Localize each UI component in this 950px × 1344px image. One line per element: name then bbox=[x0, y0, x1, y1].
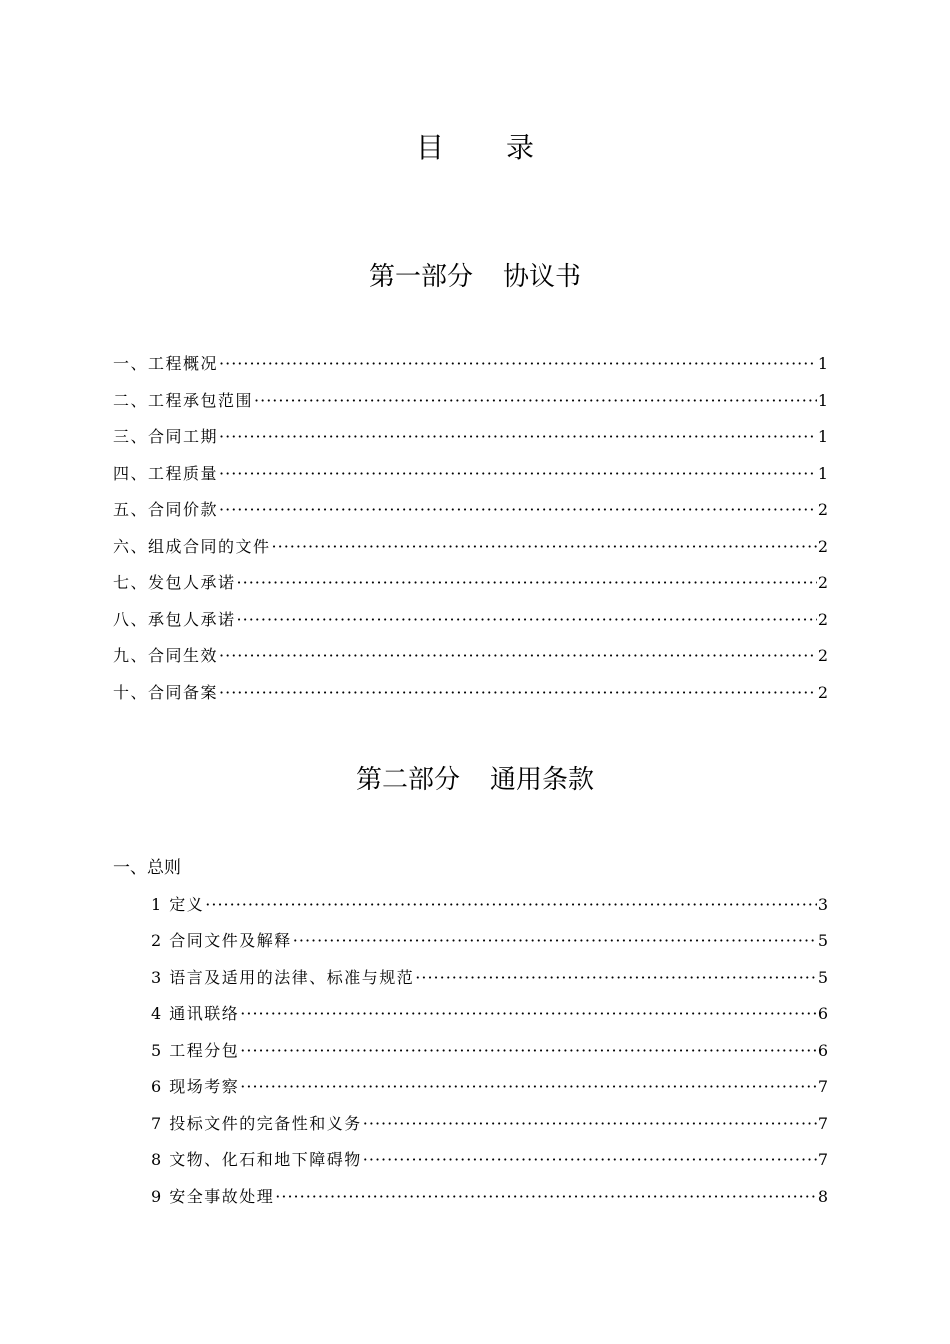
toc-entry[interactable] bbox=[113, 960, 828, 997]
part2-number: 第二部分 bbox=[355, 765, 460, 795]
toc-entry[interactable] bbox=[113, 1179, 828, 1216]
toc-entry[interactable] bbox=[113, 383, 828, 420]
toc-dot-leader bbox=[240, 996, 817, 1033]
toc-dot-leader bbox=[219, 675, 817, 712]
toc-dot-leader bbox=[363, 1142, 817, 1179]
toc-dot-leader bbox=[415, 960, 817, 997]
toc-dot-leader bbox=[219, 492, 817, 529]
toc-page-number: 2 bbox=[817, 500, 828, 519]
part1-toc-list bbox=[113, 346, 828, 711]
toc-page-number: 5 bbox=[817, 931, 828, 950]
toc-page-number: 2 bbox=[817, 609, 828, 629]
toc-entry[interactable] bbox=[113, 419, 828, 456]
part1-title: 协议书 bbox=[503, 262, 582, 292]
toc-page-number: 1 bbox=[817, 390, 828, 410]
toc-entry[interactable] bbox=[113, 565, 828, 602]
toc-page-number: 2 bbox=[817, 646, 828, 665]
part2-toc-list bbox=[113, 850, 828, 1215]
toc-entry-label: 4 通讯联络 bbox=[151, 1004, 240, 1023]
toc-page-number: 2 bbox=[817, 682, 828, 702]
part1-heading bbox=[0, 259, 950, 295]
toc-entry-label: 7 投标文件的完备性和义务 bbox=[151, 1113, 362, 1133]
toc-dot-leader bbox=[205, 887, 817, 924]
toc-entry-label: 9 安全事故处理 bbox=[151, 1186, 275, 1206]
toc-page-number: 7 bbox=[817, 1113, 828, 1133]
toc-page-number: 1 bbox=[817, 463, 828, 483]
toc-entry[interactable] bbox=[113, 529, 828, 566]
toc-entry-label: 8 文物、化石和地下障碍物 bbox=[151, 1150, 362, 1169]
toc-entry-label: 四、工程质量 bbox=[113, 463, 219, 483]
toc-dot-leader bbox=[363, 1106, 817, 1143]
toc-page-number: 1 bbox=[817, 354, 828, 373]
toc-entry[interactable] bbox=[113, 1033, 828, 1070]
toc-dot-leader bbox=[237, 602, 817, 639]
toc-page-number: 6 bbox=[817, 1040, 828, 1060]
toc-entry[interactable] bbox=[113, 1142, 828, 1179]
toc-page-number: 6 bbox=[817, 1004, 828, 1023]
toc-dot-leader bbox=[240, 1033, 817, 1070]
toc-page-number: 7 bbox=[817, 1077, 828, 1096]
toc-entry[interactable] bbox=[113, 887, 828, 924]
toc-page-number: 1 bbox=[817, 427, 828, 446]
toc-page-number: 5 bbox=[817, 967, 828, 987]
part1-number: 第一部分 bbox=[368, 262, 473, 292]
toc-dot-leader bbox=[240, 1069, 817, 1106]
toc-entry-label: 2 合同文件及解释 bbox=[151, 931, 292, 950]
section-heading-general[interactable]: 一、总则 bbox=[113, 858, 181, 878]
toc-dot-leader bbox=[219, 419, 817, 456]
toc-page-number: 2 bbox=[817, 536, 828, 556]
part2-heading bbox=[0, 762, 950, 798]
toc-entry-label: 七、发包人承诺 bbox=[113, 573, 236, 592]
page-title bbox=[0, 128, 950, 168]
toc-dot-leader bbox=[219, 456, 817, 493]
toc-page-number: 3 bbox=[817, 894, 828, 914]
toc-entry[interactable] bbox=[113, 675, 828, 712]
title-char-1: 目 bbox=[415, 131, 444, 164]
toc-entry-label: 1 定义 bbox=[151, 894, 205, 914]
toc-dot-leader bbox=[219, 346, 817, 383]
toc-page-number: 8 bbox=[817, 1186, 828, 1206]
toc-entry[interactable] bbox=[113, 346, 828, 383]
toc-dot-leader bbox=[275, 1179, 817, 1216]
toc-entry[interactable] bbox=[113, 602, 828, 639]
toc-entry-label: 十、合同备案 bbox=[113, 682, 219, 702]
toc-entry-label: 八、承包人承诺 bbox=[113, 609, 236, 629]
toc-entry[interactable] bbox=[113, 456, 828, 493]
toc-entry[interactable] bbox=[113, 1069, 828, 1106]
toc-entry-label: 九、合同生效 bbox=[113, 646, 219, 665]
toc-entry[interactable] bbox=[113, 492, 828, 529]
toc-entry-label: 5 工程分包 bbox=[151, 1040, 240, 1060]
title-char-2: 录 bbox=[506, 131, 535, 164]
toc-entry-label: 二、工程承包范围 bbox=[113, 390, 254, 410]
toc-page-number: 2 bbox=[817, 573, 828, 592]
toc-dot-leader bbox=[293, 923, 817, 960]
toc-entry-label: 五、合同价款 bbox=[113, 500, 219, 519]
toc-entry-label: 一、工程概况 bbox=[113, 354, 219, 373]
toc-dot-leader bbox=[219, 638, 817, 675]
toc-dot-leader bbox=[272, 529, 817, 566]
toc-entry[interactable] bbox=[113, 996, 828, 1033]
toc-entry-label: 3 语言及适用的法律、标准与规范 bbox=[151, 967, 415, 987]
toc-entry-label: 三、合同工期 bbox=[113, 427, 219, 446]
toc-entry-label: 六、组成合同的文件 bbox=[113, 536, 271, 556]
toc-entry[interactable] bbox=[113, 638, 828, 675]
toc-dot-leader bbox=[254, 383, 817, 420]
toc-dot-leader bbox=[237, 565, 817, 602]
toc-entry[interactable] bbox=[113, 923, 828, 960]
toc-entry-label: 6 现场考察 bbox=[151, 1077, 240, 1096]
toc-entry[interactable] bbox=[113, 1106, 828, 1143]
toc-page-number: 7 bbox=[817, 1150, 828, 1169]
part2-title: 通用条款 bbox=[490, 765, 595, 795]
